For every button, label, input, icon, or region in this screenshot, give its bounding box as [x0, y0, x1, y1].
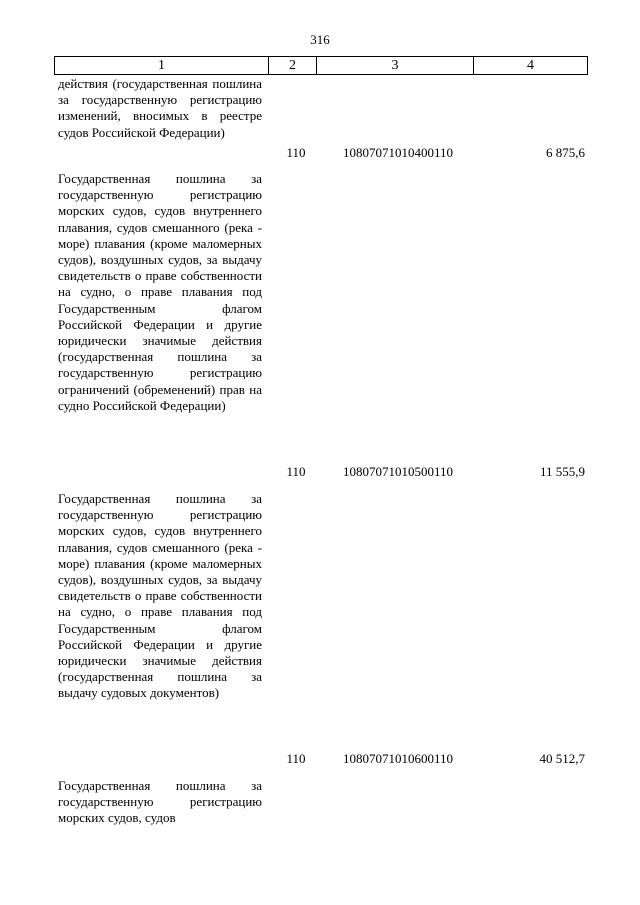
row-kbk: 10807071010400110 — [342, 145, 454, 160]
header-col-1: 1 — [55, 57, 269, 74]
row-code: 110 — [286, 751, 306, 766]
row-kbk: 10807071010500110 — [342, 464, 454, 479]
row-amount: 11 555,9 — [539, 464, 585, 479]
row-amount: 40 512,7 — [539, 751, 585, 766]
row-code: 110 — [286, 145, 306, 160]
row-description: Государственная пошлина за государственную регистрацию морских судов, судов внутреннего плавания, судов смешанного (река - море) плавания (кроме маломерных судов), воздушных судов, за выдачу свидетельств о праве собственности на судно, о праве плавания под Государственным флагом Российской Федерации и другие юридически значимые действия (государственная пошлина за выдачу судовых документов) — [58, 491, 262, 701]
row-description: действия (государственная пошлина за государственную регистрацию изменений, вносимых в реестре судов Российской Федерации) — [58, 76, 262, 140]
row-amount: 6 875,6 — [546, 145, 585, 160]
row-kbk: 10807071010600110 — [342, 751, 454, 766]
header-col-2: 2 — [269, 57, 317, 74]
row-description: Государственная пошлина за государственную регистрацию морских судов, судов — [58, 778, 262, 826]
row-code: 110 — [286, 464, 306, 479]
row-description: Государственная пошлина за государственную регистрацию морских судов, судов внутреннего плавания, судов смешанного (река - море) плавания (кроме маломерных судов), воздушных судов, за выдачу свидетельств о праве собственности на судно, о праве плавания под Государственным флагом Российской Федерации и другие юридически значимые действия (государственная пошлина за государственную регистрацию ограничений (обременений) прав на судно Российской Федерации) — [58, 171, 262, 413]
header-col-4: 4 — [527, 58, 534, 73]
table-header — [54, 56, 588, 75]
page-number: 316 — [310, 32, 330, 47]
header-col-3: 3 — [317, 57, 474, 74]
